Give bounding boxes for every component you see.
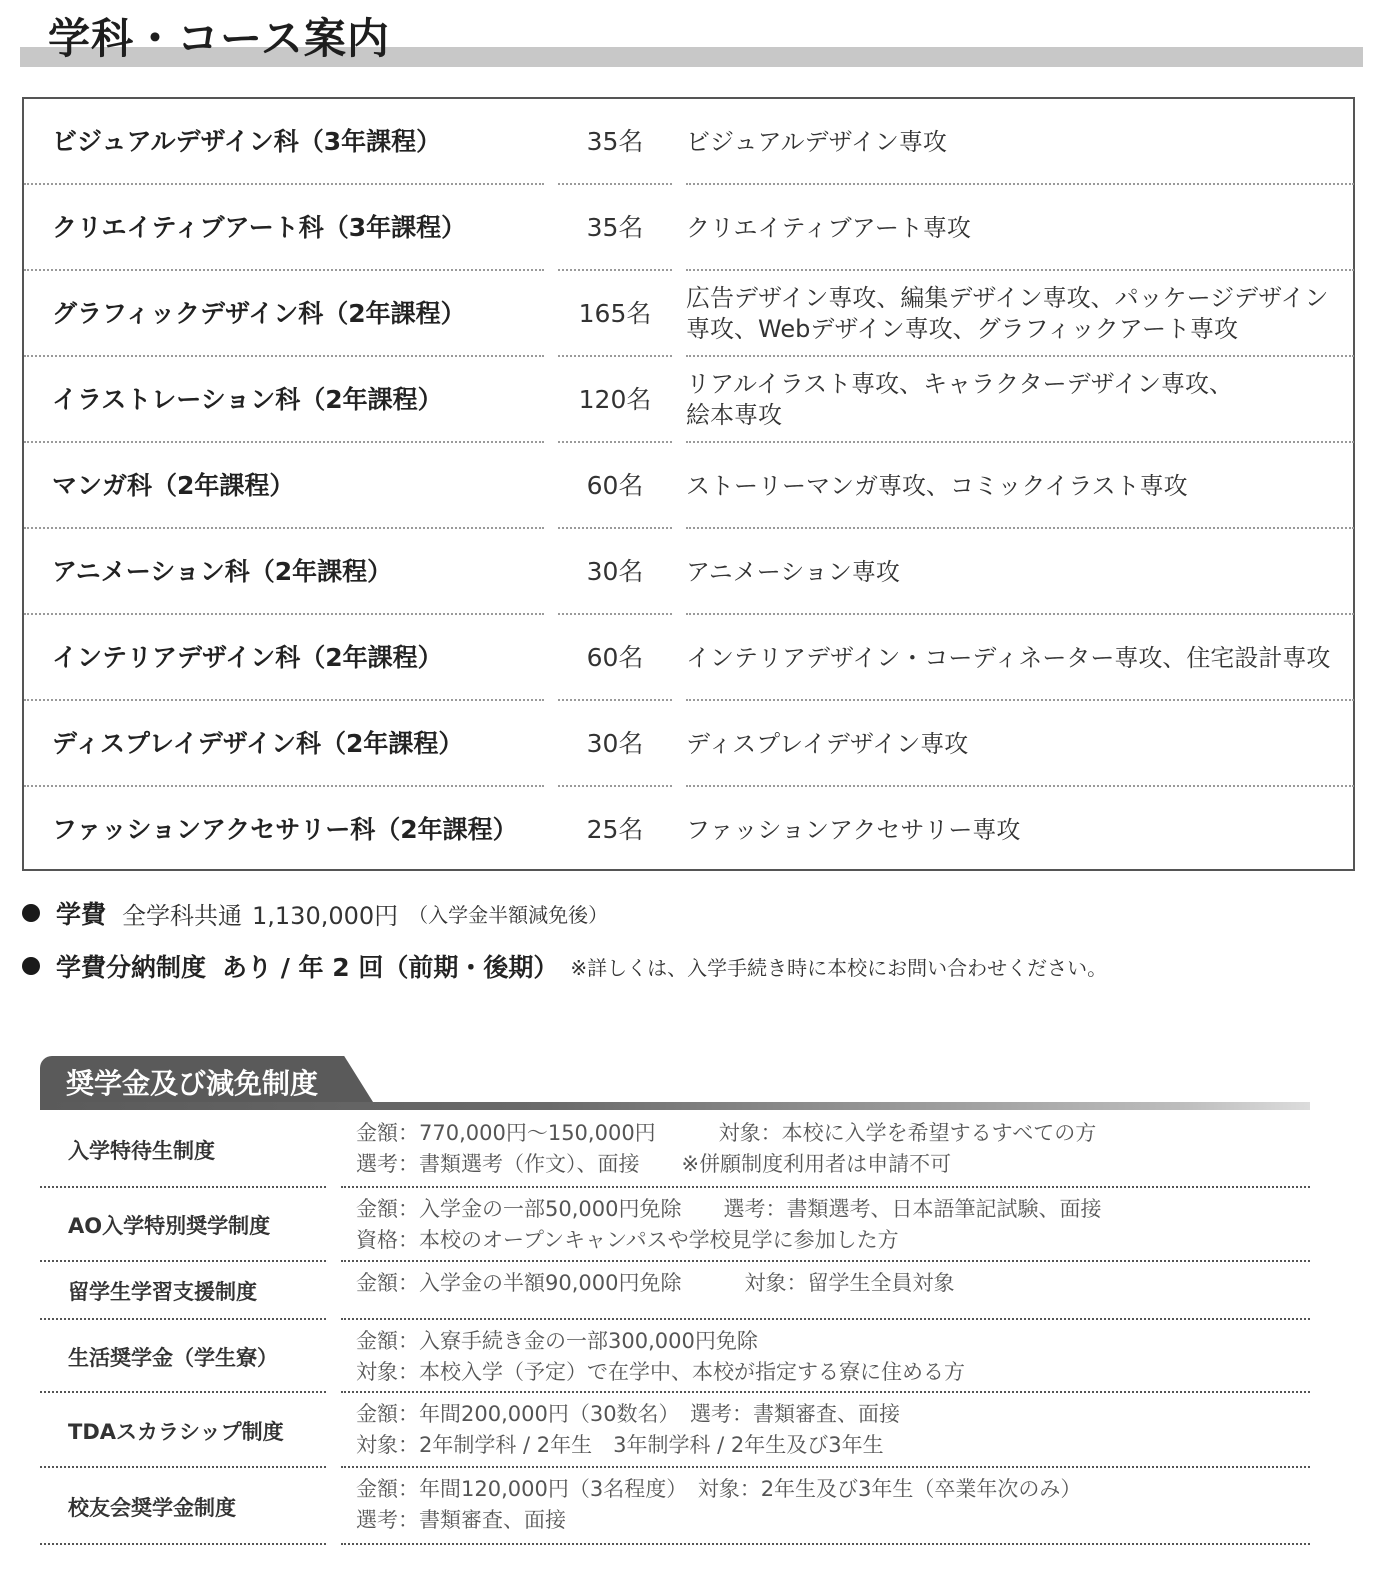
table-row	[24, 443, 1353, 529]
course-capacity: 165名	[578, 299, 652, 328]
course-majors: インテリアデザイン・コーディネーター専攻、住宅設計専攻	[686, 643, 1331, 672]
course-name: グラフィックデザイン科（2年課程）	[52, 299, 466, 328]
scholarship-name: AO入学特別奨学制度	[68, 1214, 271, 1238]
course-name: ビジュアルデザイン科（3年課程）	[52, 127, 442, 156]
course-majors: リアルイラスト専攻、キャラクターデザイン専攻、 絵本専攻	[686, 370, 1233, 429]
scholarship-detail-line: 資格：本校のオープンキャンパスや学校見学に参加した方	[356, 1228, 899, 1252]
bullet-icon	[22, 904, 40, 922]
course-majors: ファッションアクセサリー専攻	[686, 815, 1021, 844]
scholarship-details	[356, 1194, 1310, 1256]
scholarship-detail-line: 選考：書類選考（作文）、面接 ※併願制度利用者は申請不可	[356, 1152, 952, 1176]
scholarship-detail-line: 金額：入寮手続き金の一部300,000円免除	[356, 1329, 758, 1353]
course-name: アニメーション科（2年課程）	[52, 557, 393, 586]
course-majors: クリエイティブアート専攻	[686, 213, 971, 242]
scholarship-details	[356, 1474, 1310, 1536]
scholarship-detail-line: 金額：770,000円〜150,000円 対象：本校に入学を希望するすべての方	[356, 1121, 1097, 1145]
scholarship-detail-line: 金額：年間120,000円（3名程度） 対象：2年生及び3年生（卒業年次のみ）	[356, 1477, 1082, 1501]
scholarship-detail-line: 金額：入学金の一部50,000円免除 選考：書類選考、日本語筆記試験、面接	[356, 1197, 1102, 1221]
table-row	[24, 99, 1353, 185]
table-row	[24, 529, 1353, 615]
scholarship-name: 留学生学習支援制度	[68, 1280, 257, 1304]
table-row	[24, 615, 1353, 701]
installment-note: ※詳しくは、入学手続き時に本校にお問い合わせください。	[570, 955, 1108, 980]
course-capacity: 25名	[586, 815, 644, 844]
course-name: マンガ科（2年課程）	[52, 471, 295, 500]
course-majors: ビジュアルデザイン専攻	[686, 127, 947, 156]
course-capacity: 30名	[586, 729, 644, 758]
course-capacity: 35名	[586, 213, 644, 242]
scholarship-header-bar	[40, 1102, 1310, 1110]
course-name: ディスプレイデザイン科（2年課程）	[52, 729, 464, 758]
scholarship-details	[356, 1326, 1310, 1388]
section-header	[20, 0, 1363, 70]
tuition-note: （入学金半額減免後）	[408, 902, 609, 927]
bullet-icon	[22, 957, 40, 975]
course-capacity: 35名	[586, 127, 644, 156]
scholarship-details	[356, 1399, 1310, 1461]
scholarship-row	[40, 1262, 1310, 1320]
course-name: クリエイティブアート科（3年課程）	[52, 213, 467, 242]
course-majors: アニメーション専攻	[686, 557, 900, 586]
scholarship-name: 入学特待生制度	[68, 1139, 215, 1163]
scholarship-detail-line: 対象：2年制学科 / 2年生 3年制学科 / 2年生及び3年生	[356, 1433, 884, 1457]
tuition-line	[22, 893, 608, 933]
scholarship-detail-line: 金額：入学金の半額90,000円免除 対象：留学生全員対象	[356, 1271, 955, 1295]
scholarship-row	[40, 1320, 1310, 1393]
table-row	[24, 271, 1353, 357]
tuition-label: 学費	[56, 900, 107, 929]
row-divider	[341, 1543, 1310, 1545]
table-row	[24, 701, 1353, 787]
installment-line	[22, 946, 1107, 986]
course-capacity: 30名	[586, 557, 644, 586]
course-capacity: 60名	[586, 643, 644, 672]
scholarship-detail-line: 金額：年間200,000円（30数名） 選考：書類審査、面接	[356, 1402, 901, 1426]
tuition-common: 全学科共通	[122, 901, 243, 930]
course-capacity: 60名	[586, 471, 644, 500]
scholarship-detail-line: 対象：本校入学（予定）で在学中、本校が指定する寮に住める方	[356, 1360, 965, 1384]
installment-label: 学費分納制度	[56, 953, 207, 982]
scholarship-detail-line: 選考：書類審査、面接	[356, 1508, 566, 1532]
scholarship-row	[40, 1112, 1310, 1188]
course-table	[22, 97, 1355, 871]
scholarship-title: 奨学金及び減免制度	[66, 1067, 319, 1100]
scholarship-row	[40, 1393, 1310, 1468]
course-capacity: 120名	[578, 385, 652, 414]
table-row	[24, 357, 1353, 443]
installment-value: あり / 年 2 回（前期・後期）	[222, 953, 559, 982]
scholarship-row	[40, 1188, 1310, 1262]
scholarship-details	[356, 1118, 1310, 1180]
scholarship-name: TDAスカラシップ制度	[68, 1419, 284, 1444]
row-divider	[40, 1543, 326, 1545]
course-name: イラストレーション科（2年課程）	[52, 385, 443, 414]
table-row	[24, 185, 1353, 271]
course-majors: 広告デザイン専攻、編集デザイン専攻、パッケージデザイン 専攻、Webデザイン専攻、グラフィックアート専攻	[686, 284, 1329, 343]
scholarship-name: 生活奨学金（学生寮）	[68, 1345, 278, 1370]
page-title: 学科・コース案内	[48, 14, 390, 63]
table-row	[24, 787, 1353, 873]
scholarship-details	[356, 1268, 1310, 1299]
course-name: インテリアデザイン科（2年課程）	[52, 643, 443, 672]
course-name: ファッションアクセサリー科（2年課程）	[52, 815, 518, 844]
scholarship-name: 校友会奨学金制度	[68, 1495, 236, 1520]
course-majors: ディスプレイデザイン専攻	[686, 729, 969, 758]
tuition-amount: 1,130,000円	[252, 901, 399, 930]
course-majors: ストーリーマンガ専攻、コミックイラスト専攻	[686, 471, 1188, 500]
scholarship-row	[40, 1468, 1310, 1545]
